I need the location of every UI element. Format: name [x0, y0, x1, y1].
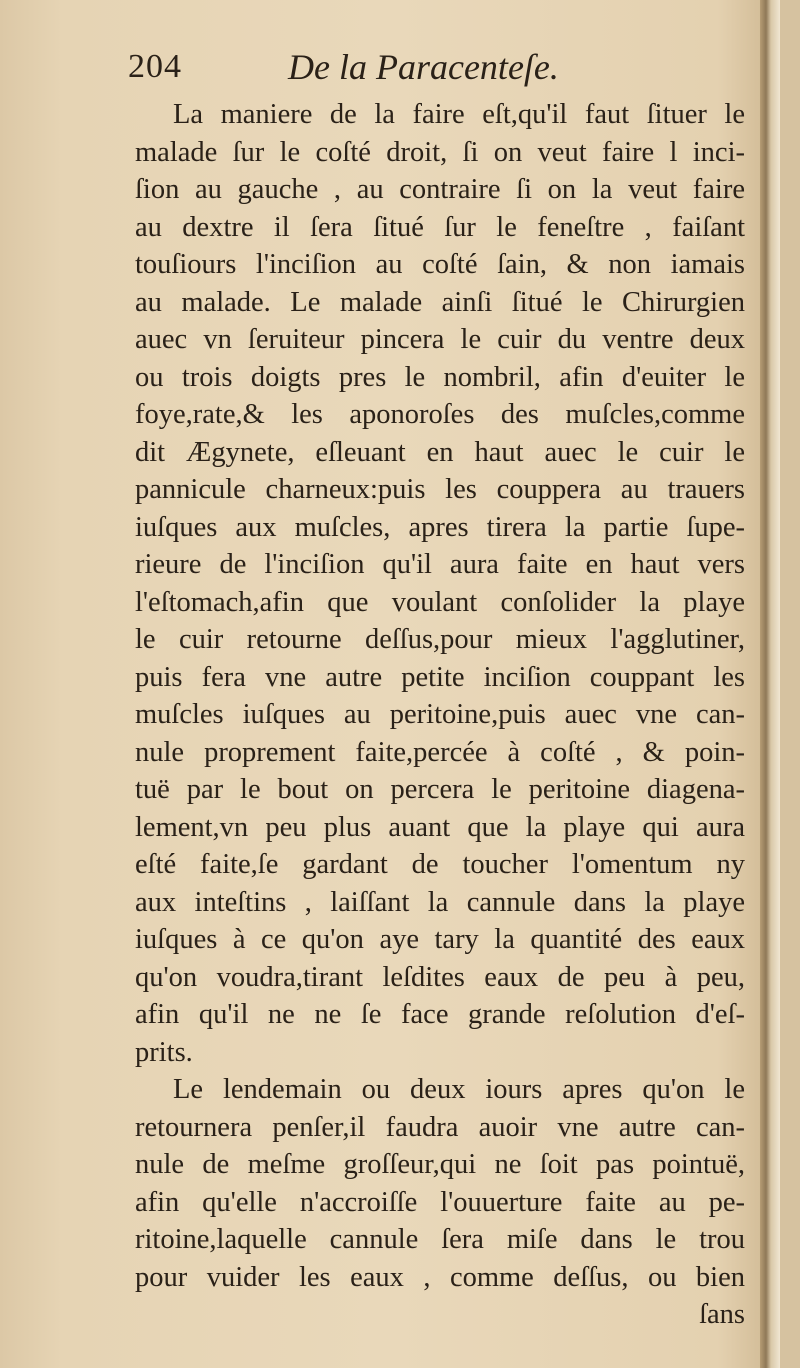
text-line: nule de meſme groſſeur,qui ne ſoit pas pointuë, — [135, 1149, 745, 1180]
text-line: retournera penſer,il faudra auoir vne autre can- — [135, 1111, 745, 1143]
text-line: pour vuider les eaux , comme deſſus, ou bien — [135, 1261, 745, 1293]
page-header — [128, 44, 748, 94]
text-line: Le lendemain ou deux iours apres qu'on le — [173, 1074, 745, 1105]
text-line: prits. — [135, 1036, 193, 1068]
text-line: ſion au gauche , au contraire ſi on la veut faire — [135, 174, 745, 205]
text-line: ou trois doigts pres le nombril, afin d'euiter le — [135, 361, 745, 393]
page-number: 204 — [128, 48, 182, 85]
text-line: aux inteſtins , laiſſant la cannule dans la playe — [135, 886, 745, 918]
text-line: iuſques aux muſcles, apres tirera la partie ſupe- — [135, 511, 745, 543]
body-text — [135, 96, 745, 1334]
text-line: rieure de l'inciſion qu'il aura faite en haut vers — [135, 549, 745, 580]
text-line: pannicule charneux:puis les couppera au trauers — [135, 474, 745, 505]
text-line: lement,vn peu plus auant que la playe qui aura — [135, 811, 745, 843]
text-line: nule proprement faite,percée à coſté , & poin- — [135, 736, 745, 768]
text-line: muſcles iuſques au peritoine,puis auec vne can- — [135, 699, 745, 730]
text-line: iuſques à ce qu'on aye tary la quantité des eaux — [135, 924, 745, 955]
text-line: afin qu'elle n'accroiſſe l'ouuerture faite au pe- — [135, 1186, 745, 1218]
catchword: ſans — [699, 1299, 745, 1330]
text-line: au malade. Le malade ainſi ſitué le Chirurgien — [135, 286, 745, 318]
text-line: touſiours l'inciſion au coſté ſain, & non iamais — [135, 249, 745, 280]
text-line: foye,rate,& les aponoroſes des muſcles,comme — [135, 399, 745, 430]
running-title: De la Paracenteſe. — [288, 47, 559, 87]
text-line: ritoine,laquelle cannule ſera miſe dans le trou — [135, 1224, 745, 1255]
text-line: l'eſtomach,afin que voulant conſolider la playe — [135, 586, 745, 618]
text-line: le cuir retourne deſſus,pour mieux l'agglutiner, — [135, 624, 745, 655]
text-line: La maniere de la faire eſt,qu'il faut ſituer le — [173, 99, 745, 130]
text-line: malade ſur le coſté droit, ſi on veut faire l inci- — [135, 136, 745, 168]
text-line: qu'on voudra,tirant leſdites eaux de peu à peu, — [135, 961, 745, 993]
text-line: eſté faite,ſe gardant de toucher l'omentum ny — [135, 849, 745, 880]
text-line: auec vn ſeruiteur pincera le cuir du ventre deux — [135, 324, 745, 355]
text-line: dit Ægynete, eſleuant en haut auec le cuir le — [135, 436, 745, 468]
text-line: tuë par le bout on percera le peritoine diagena- — [135, 774, 745, 805]
text-line: puis fera vne autre petite inciſion couppant les — [135, 661, 745, 693]
page-edge — [760, 0, 780, 1368]
text-line: afin qu'il ne ne ſe face grande reſolution d'eſ- — [135, 999, 745, 1030]
text-line: au dextre il ſera ſitué ſur le feneſtre , faiſant — [135, 211, 745, 243]
